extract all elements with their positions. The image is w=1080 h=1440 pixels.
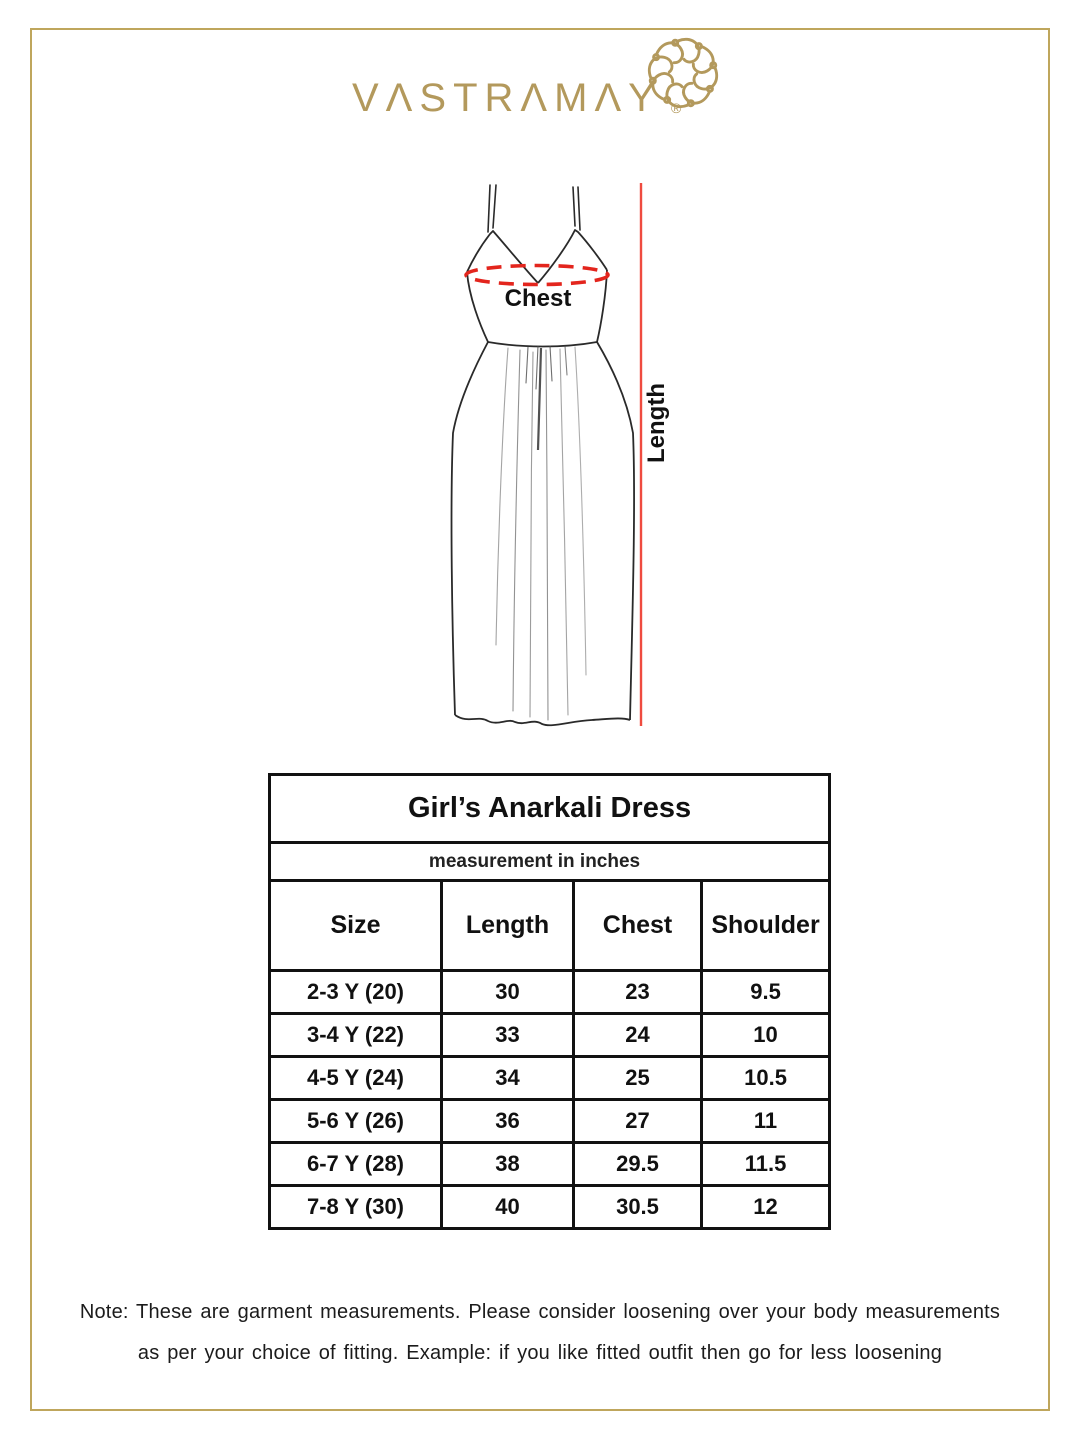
brand-logo-text: VΛSTRΛMΛY (352, 76, 662, 120)
shoulder-value: 12 (702, 1186, 830, 1229)
chest-label: Chest (504, 285, 572, 312)
size-chart-table (268, 773, 831, 1230)
length-value: 36 (442, 1100, 574, 1143)
shoulder-value: 9.5 (702, 971, 830, 1014)
column-header-size: Size (270, 881, 442, 971)
shoulder-value: 10.5 (702, 1057, 830, 1100)
dress-sketch (430, 175, 690, 735)
size-value: 7-8 Y (30) (270, 1186, 442, 1229)
dress-straps (488, 185, 580, 232)
column-header-shoulder: Shoulder (702, 881, 830, 971)
table-row (270, 1014, 830, 1057)
garment-note (50, 1292, 1030, 1374)
brand-emblem-icon (644, 34, 722, 117)
column-header-chest: Chest (574, 881, 702, 971)
dress-measurement-diagram (430, 175, 690, 740)
chest-value: 24 (574, 1014, 702, 1057)
size-value: 3-4 Y (22) (270, 1014, 442, 1057)
size-value: 4-5 Y (24) (270, 1057, 442, 1100)
length-value: 33 (442, 1014, 574, 1057)
table-row (270, 971, 830, 1014)
table-row (270, 1143, 830, 1186)
dress-fold-lines (496, 346, 586, 720)
shoulder-value: 11.5 (702, 1143, 830, 1186)
garment-note-line2: as per your choice of fitting. Example: if you like fitted outfit then go for less loosening (137, 1342, 943, 1364)
dress-skirt (452, 342, 635, 725)
chest-value: 30.5 (574, 1186, 702, 1229)
table-row (270, 1057, 830, 1100)
garment-note-line1: Note: These are garment measurements. Please consider loosening over your body measurements (79, 1301, 1001, 1323)
length-value: 38 (442, 1143, 574, 1186)
measurement-unit-note: measurement in inches (270, 843, 830, 881)
chest-value: 23 (574, 971, 702, 1014)
chest-value: 25 (574, 1057, 702, 1100)
length-label: Length (643, 383, 670, 463)
length-value: 30 (442, 971, 574, 1014)
size-value: 2-3 Y (20) (270, 971, 442, 1014)
column-header-length: Length (442, 881, 574, 971)
size-value: 6-7 Y (28) (270, 1143, 442, 1186)
table-title: Girl’s Anarkali Dress (270, 775, 830, 843)
table-row (270, 1100, 830, 1143)
length-value: 40 (442, 1186, 574, 1229)
shoulder-value: 11 (702, 1100, 830, 1143)
registered-trademark-symbol: ® (671, 100, 682, 116)
size-value: 5-6 Y (26) (270, 1100, 442, 1143)
dress-center-pleat (538, 348, 541, 450)
length-value: 34 (442, 1057, 574, 1100)
chest-value: 27 (574, 1100, 702, 1143)
shoulder-value: 10 (702, 1014, 830, 1057)
chest-value: 29.5 (574, 1143, 702, 1186)
size-chart-table-container (268, 773, 831, 1230)
table-header-row (270, 881, 830, 971)
table-row (270, 1186, 830, 1229)
